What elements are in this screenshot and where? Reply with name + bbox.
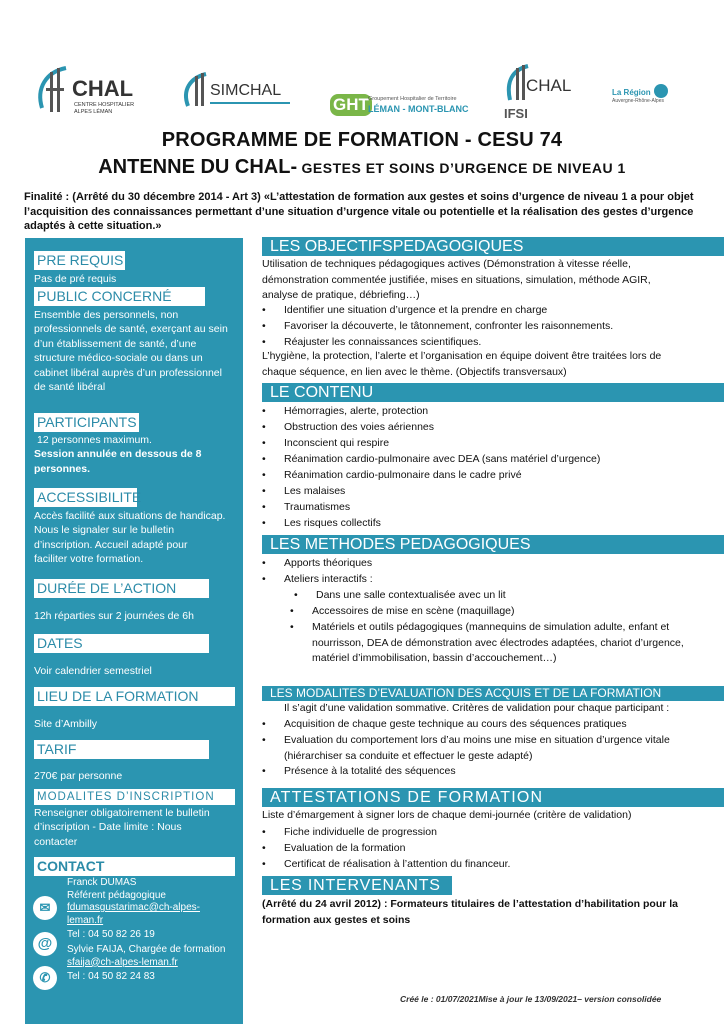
simchal-logo-mark <box>178 70 212 110</box>
contenu-bullet: • Les risques collectifs <box>284 516 381 532</box>
contenu-bullet: • Les malaises <box>284 484 345 500</box>
attestations-bullet: • Evaluation de la formation <box>284 841 405 857</box>
modalites-inscription-heading: MODALITES D’INSCRIPTION <box>34 789 235 805</box>
logo-chal <box>32 62 142 122</box>
participants-line: 12 personnes maximum. <box>37 434 152 446</box>
chal-logo-sub2: ALPES LÉMAN <box>74 109 113 115</box>
evaluation-bullet-line: • Evaluation du comportement lors d’au moins une mise en situation d’urgence vitale <box>284 734 670 746</box>
public-line: d’un établissement de santé, d’une <box>34 337 197 350</box>
duree-text: 12h réparties sur 2 journées de 6h <box>34 610 194 622</box>
public-line: Ensemble des personnels, non <box>34 309 179 321</box>
evaluation-bullet <box>284 733 720 764</box>
methodes-sub-bullet-line: nourrisson, DEA de démonstration avec électrodes adaptées, chariot d’urgence, <box>312 636 684 649</box>
objectifs-outro <box>262 349 722 380</box>
simchal-underline <box>210 102 290 104</box>
tarif-text: 270€ par personne <box>34 770 123 782</box>
contact2-email[interactable]: sfaija@ch-alpes-leman.fr <box>67 956 178 968</box>
evaluation-heading: LES MODALITES D’EVALUATION DES ACQUIS ET DE LA FORMATION <box>262 686 724 701</box>
intervenants-line: (Arrêté du 24 avril 2012) : Formateurs titulaires de l’attestation d’habilitation pour la <box>262 898 679 910</box>
public-line: cabinet libéral auprès d’un professionnel <box>34 366 222 379</box>
logo-region <box>612 84 682 108</box>
lieu-heading: LIEU DE LA FORMATION <box>34 687 235 706</box>
envelope-icon: ✉ <box>33 896 57 920</box>
participants-text <box>34 433 239 476</box>
duree-heading: DURÉE DE L’ACTION <box>34 579 209 598</box>
intervenants-heading: LES INTERVENANTS <box>262 876 452 895</box>
public-line: professionnels de santé, exerçant au sein <box>34 323 228 336</box>
access-line: Accès facilité aux situations de handicap. <box>34 510 226 522</box>
evaluation-intro: Il s’agit d’une validation sommative. Critères de validation pour chaque participant : <box>284 702 670 714</box>
modalites-line: contacter <box>34 835 78 848</box>
prerequis-heading: PRE REQUIS <box>34 251 125 270</box>
participants-heading: PARTICIPANTS <box>34 413 139 432</box>
dates-text: Voir calendrier semestriel <box>34 665 152 677</box>
public-text <box>34 308 239 394</box>
tarif-heading: TARIF <box>34 740 209 759</box>
methodes-sub-bullet-line: • Matériels et outils pédagogiques (mannequins de simulation adulte, enfant et <box>312 621 670 633</box>
methodes-sub-bullet-line: matériel d’immobilisation, bassin d’accouchement…) <box>312 652 557 664</box>
ght-logo-name: GHT <box>330 94 372 116</box>
modalites-line: Renseigner obligatoirement le bulletin <box>34 807 210 819</box>
prerequis-text: Pas de pré requis <box>34 273 117 285</box>
objectifs-intro <box>262 257 722 304</box>
contenu-bullet: • Hémorragies, alerte, protection <box>284 404 428 420</box>
methodes-bullet: • Apports théoriques <box>284 556 372 572</box>
objectifs-bullet: • Réajuster les connaissances scientifiques. <box>284 335 481 351</box>
public-line: structure médico-sociale ou dans un <box>34 352 203 365</box>
contact1-email[interactable]: fdumasgustarimac@ch-alpes- <box>67 902 200 914</box>
access-line: d’inscription. Accueil adapté pour <box>34 538 188 551</box>
region-logo-sub: Auvergne-Rhône-Alpes <box>612 98 664 104</box>
region-logo-name: La Région <box>612 88 651 97</box>
objectifs-intro-line: analyse de pratique, débriefing…) <box>262 289 420 301</box>
evaluation-bullet: • Acquisition de chaque geste technique au cours des séquences pratiques <box>284 717 627 733</box>
modalites-inscription-text <box>34 806 239 849</box>
attestations-heading: ATTESTATIONS DE FORMATION <box>262 788 724 807</box>
contact-heading: CONTACT <box>34 857 235 876</box>
ifsi-logo-label: IFSI <box>504 106 528 121</box>
objectifs-bullet: • Identifier une situation d’urgence et la prendre en charge <box>284 303 547 319</box>
intervenants-text <box>262 897 722 928</box>
methodes-sub-bullet <box>312 620 720 667</box>
contenu-heading: LE CONTENU <box>262 383 724 402</box>
region-logo-circle <box>654 84 668 98</box>
contact-block <box>67 877 239 984</box>
simchal-logo-name: SIMCHAL <box>210 82 282 99</box>
modalites-line: d’inscription - Date limite : Nous <box>34 821 182 834</box>
contact1-tel: Tel : 04 50 82 26 19 <box>67 929 155 941</box>
contact1-role: Référent pédagogique <box>67 889 166 901</box>
attestations-bullet: • Certificat de réalisation à l’attention du financeur. <box>284 857 510 873</box>
intervenants-line: formation aux gestes et soins <box>262 913 411 926</box>
objectifs-intro-line: Utilisation de techniques pédagogiques actives (Démonstration à vitesse réelle, <box>262 258 631 270</box>
public-heading: PUBLIC CONCERNÉ <box>34 287 205 306</box>
contenu-bullet: • Traumatismes <box>284 500 350 516</box>
finalite-text: Finalité : (Arrêté du 30 décembre 2014 - Art 3) «L’attestation de formation aux gestes et soins d’urgence de niveau 1 a pour objet l’acquisition des connaissances permettant d’une situation d’urgence vitale ou potentielle et la réalisation des gestes d’urgence adaptés à cette situation.» <box>24 191 694 232</box>
chal-logo-name: CHAL <box>72 76 134 101</box>
methodes-heading: LES METHODES PEDAGOGIQUES <box>262 535 724 554</box>
logo-simchal <box>178 70 298 110</box>
objectifs-outro-line: L’hygiène, la protection, l’alerte et l’organisation en équipe doivent être traitées lors de <box>262 350 662 362</box>
attestations-bullet: • Fiche individuelle de progression <box>284 825 437 841</box>
ght-logo-sub2: LÉMAN - MONT-BLANC <box>368 104 469 114</box>
lieu-text: Site d’Ambilly <box>34 718 98 730</box>
contact1-email-cont[interactable]: leman.fr <box>67 914 104 926</box>
ght-logo-sub1: Groupement Hospitalier de Territoire <box>368 96 457 102</box>
contenu-bullet: • Réanimation cardio-pulmonaire avec DEA (sans matériel d’urgence) <box>284 452 600 468</box>
phone-icon: ✆ <box>33 966 57 990</box>
participants-line: Session annulée en dessous de 8 <box>34 448 202 461</box>
objectifs-intro-line: démonstration commentée justifiée, mises en situations, simulation, méthode AGIR, <box>262 273 651 286</box>
attestations-intro: Liste d’émargement à signer lors de chaque demi-journée (critère de validation) <box>262 809 632 821</box>
access-line: faciliter votre formation. <box>34 553 144 566</box>
chal-logo-mark <box>32 64 72 118</box>
accessibilite-text <box>34 509 239 567</box>
objectifs-heading: LES OBJECTIFSPEDAGOGIQUES <box>262 237 724 256</box>
methodes-bullet: • Ateliers interactifs : <box>284 572 373 588</box>
participants-line: personnes. <box>34 462 91 475</box>
logo-ght <box>330 94 490 120</box>
public-line: de santé libéral <box>34 381 106 394</box>
subtitle-sub: GESTES ET SOINS D’URGENCE DE NIVEAU 1 <box>297 160 626 176</box>
contenu-bullet: • Obstruction des voies aériennes <box>284 420 434 436</box>
chal-logo-sub1: CENTRE HOSPITALIER <box>74 102 135 108</box>
logo-ifsi <box>502 62 582 124</box>
page-title: PROGRAMME DE FORMATION - CESU 74 <box>161 129 563 151</box>
dates-heading: DATES <box>34 634 209 653</box>
objectifs-outro-line: chaque séquence, en lien avec le thème. (Objectifs transversaux) <box>262 365 567 378</box>
evaluation-bullet-line: (hiérarchiser sa conduite et effectuer le geste adapté) <box>284 749 533 762</box>
contact2-name: Sylvie FAIJA, Chargée de formation <box>67 943 226 955</box>
contenu-bullet: • Réanimation cardio-pulmonaire dans le cadre privé <box>284 468 522 484</box>
subtitle-main: ANTENNE DU CHAL- <box>98 156 298 178</box>
objectifs-bullet: • Favoriser la découverte, le tâtonnement, confronter les raisonnements. <box>284 319 613 335</box>
contact1-name: Franck DUMAS <box>67 877 137 888</box>
footer-version: Créé le : 01/07/2021Mise à jour le 13/09/2021– version consolidée <box>400 994 662 1004</box>
contact2-tel: Tel : 04 50 82 24 83 <box>67 971 155 983</box>
methodes-sub-bullet: • Accessoires de mise en scène (maquillage) <box>312 604 515 620</box>
page-subtitle <box>0 156 724 179</box>
contenu-bullet: • Inconscient qui respire <box>284 436 389 452</box>
accessibilite-heading: ACCESSIBILITE <box>34 488 137 507</box>
at-sign-icon: @ <box>33 932 57 956</box>
ifsi-logo-name: CHAL <box>526 76 572 95</box>
access-line: Nous le signaler sur le bulletin <box>34 524 175 537</box>
evaluation-bullet: • Présence à la totalité des séquences <box>284 764 456 780</box>
methodes-sub-bullet: • Dans une salle contextualisée avec un lit <box>316 588 506 604</box>
